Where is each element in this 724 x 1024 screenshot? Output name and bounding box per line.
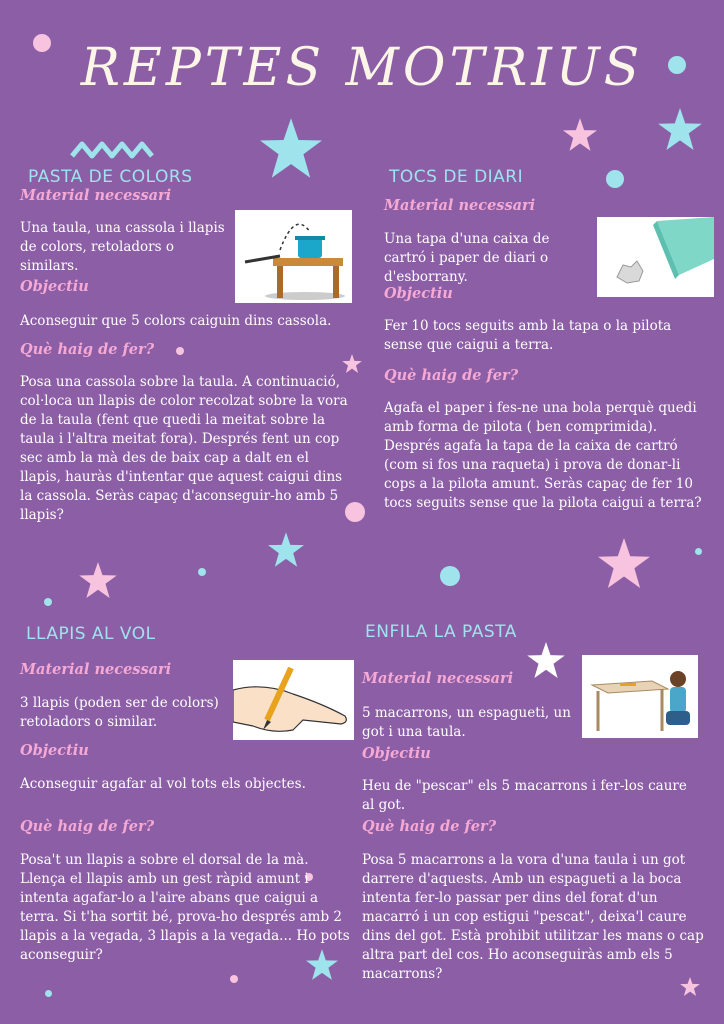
objective-text: Aconseguir que 5 colors caiguin dins cassola. — [20, 313, 332, 329]
star-icon — [598, 538, 650, 588]
material-text: Una tapa d'una caixa de cartró i paper de diari o d'esborrany. — [384, 231, 550, 285]
material-text: Una taula, una cassola i llapis de colors, retoladors o similars. — [20, 220, 225, 274]
what-text: Posa 5 macarrons a la vora d'una taula i un got darrere d'aquests. Amb un espagueti a la boca intenta fer-lo passar per dins del forat d'un macarró i un cop estigui "pescat", deixa'l caure dins del got. Està prohibit utilitzar les mans o cap altra part del cos. Ho aconseguiràs amb els 5 macarrons? — [362, 852, 704, 982]
table-pot-illustration — [235, 210, 352, 303]
objective-label: Objectiu — [20, 278, 89, 295]
star-icon — [342, 354, 362, 373]
page-title: REPTES MOTRIUS — [80, 38, 644, 98]
what-text: Posa't un llapis a sobre el dorsal de la mà. Llença el llapis amb un gest ràpid amunt i intenta agafar-lo a l'aire abans que caigui a terra. Si t'ha sortit bé, prova-ho després amb 2 llapis a la vegada, 3 llapis a la vegada... Ho pots aconseguir? — [20, 852, 350, 963]
hand-pencil-illustration — [233, 660, 354, 740]
decor-wave — [70, 138, 160, 162]
material-label: Material necessari — [362, 670, 514, 687]
objective-text: Fer 10 tocs seguits amb la tapa o la pilota sense que caigui a terra. — [384, 318, 672, 353]
star-icon — [563, 118, 597, 151]
section-title: PASTA DE COLORS — [28, 167, 193, 187]
objective-text: Heu de "pescar" els 5 macarrons i fer-los caure al got. — [362, 778, 687, 813]
objective-text: Aconseguir agafar al vol tots els objectes. — [20, 776, 306, 792]
child-table-pasta-illustration — [582, 655, 698, 738]
decor-dot — [176, 347, 184, 355]
section-title: ENFILA LA PASTA — [365, 622, 517, 642]
what-label: Què haig de fer? — [20, 818, 155, 835]
decor-dot — [198, 568, 206, 576]
decor-dot — [45, 990, 52, 997]
objective-label: Objectiu — [20, 742, 89, 759]
decor-dot — [44, 598, 52, 606]
what-text: Agafa el paper i fes-ne una bola perquè quedi amb forma de pilota ( ben comprimida). Després agafa la tapa de la caixa de cartró (com si fos una raqueta) i prova de donar-li cops a la pilota amunt. Seràs capaç de fer 10 tocs seguits sense que la pilota caigui a terra? — [384, 400, 702, 511]
decor-dot — [695, 548, 702, 555]
material-text: 3 llapis (poden ser de colors) retoladors o similar. — [20, 695, 219, 730]
star-icon — [268, 532, 304, 567]
material-label: Material necessari — [20, 661, 172, 678]
star-icon — [658, 108, 702, 150]
section-title: LLAPIS AL VOL — [26, 624, 156, 644]
what-text: Posa una cassola sobre la taula. A continuació, col·loca un llapis de color recolzat sobre la vora de la taula (fent que quedi la meitat sobre la taula i l'altra meitat fora). Després fent un cop sec amb la mà des de baix cap a dalt en el llapis, hauràs d'intentar que aquest caigui dins la cassola. Seràs capaç d'aconseguir-ho amb 5 llapis? — [20, 374, 348, 523]
decor-dot — [440, 566, 460, 586]
material-label: Material necessari — [20, 187, 172, 204]
section-title: TOCS DE DIARI — [389, 167, 524, 187]
decor-dot — [606, 170, 624, 188]
star-icon — [260, 118, 322, 178]
material-text: 5 macarrons, un espagueti, un got i una taula. — [362, 705, 571, 740]
what-label: Què haig de fer? — [20, 341, 155, 358]
material-label: Material necessari — [384, 197, 536, 214]
what-label: Què haig de fer? — [362, 818, 497, 835]
star-icon — [527, 642, 565, 678]
decor-dot — [230, 975, 238, 983]
objective-label: Objectiu — [362, 745, 431, 762]
objective-label: Objectiu — [384, 285, 453, 302]
what-label: Què haig de fer? — [384, 367, 519, 384]
star-icon — [79, 562, 117, 598]
box-lid-paper-ball-illustration — [597, 217, 714, 297]
